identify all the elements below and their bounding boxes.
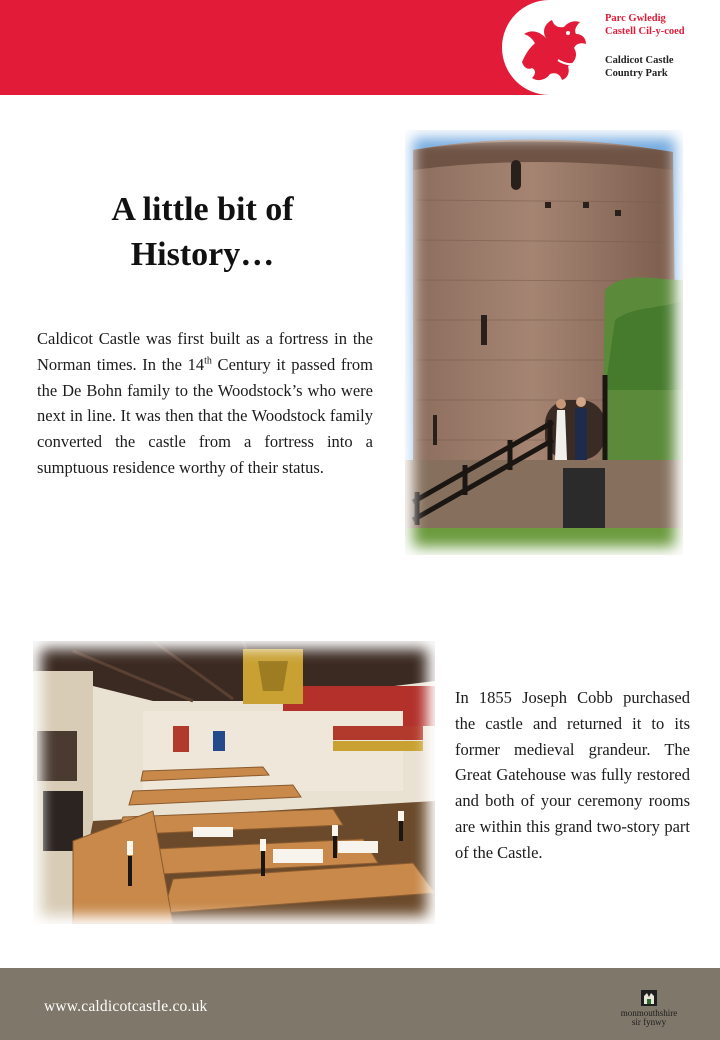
website-link[interactable]: www.caldicotcastle.co.uk: [44, 998, 208, 1015]
banqueting-hall-photo: [33, 641, 435, 924]
footer-bar: [0, 968, 720, 1040]
red-dragon-icon: [502, 0, 597, 95]
header-bar: [0, 0, 720, 95]
title-line2: History…: [130, 236, 275, 273]
logo-english-line1: Caldicot Castle: [605, 55, 674, 66]
paragraph-1-text-b: Century it passed from the De Bohn family to the Woodstock’s who were next in line. It was then that the Woodstock family converted the castle from a fortress into a sumptuous residence worthy of their status.: [37, 354, 374, 477]
council-name-welsh: sir fynwy: [631, 1017, 667, 1027]
logo-english-line2: Country Park: [605, 68, 668, 79]
paragraph-1-text-a: Caldicot Castle was first built as a fortress in the Norman times. In the 14: [37, 329, 373, 374]
paragraph-1-sup: th: [204, 355, 212, 367]
logo-welsh-line1: Parc Gwledig: [605, 13, 666, 24]
castle-tower-photo: [405, 130, 683, 555]
title-line1: A little bit of: [111, 191, 294, 228]
history-paragraph-2: In 1855 Joseph Cobb purchased the castle and returned it to its former medieval grandeur. The Great Gatehouse was fully restored and both of your ceremony rooms are within this grand two-story part of the Castle.: [455, 688, 690, 862]
page-title: [60, 187, 345, 277]
council-emblem-icon: [639, 988, 659, 1008]
council-name-english: monmouthshire: [620, 1008, 678, 1018]
logo-welsh-line2: Castell Cil-y-coed: [605, 26, 685, 37]
park-logo: [502, 0, 720, 95]
history-paragraph-1: [37, 326, 373, 481]
monmouthshire-logo: [620, 988, 678, 1030]
